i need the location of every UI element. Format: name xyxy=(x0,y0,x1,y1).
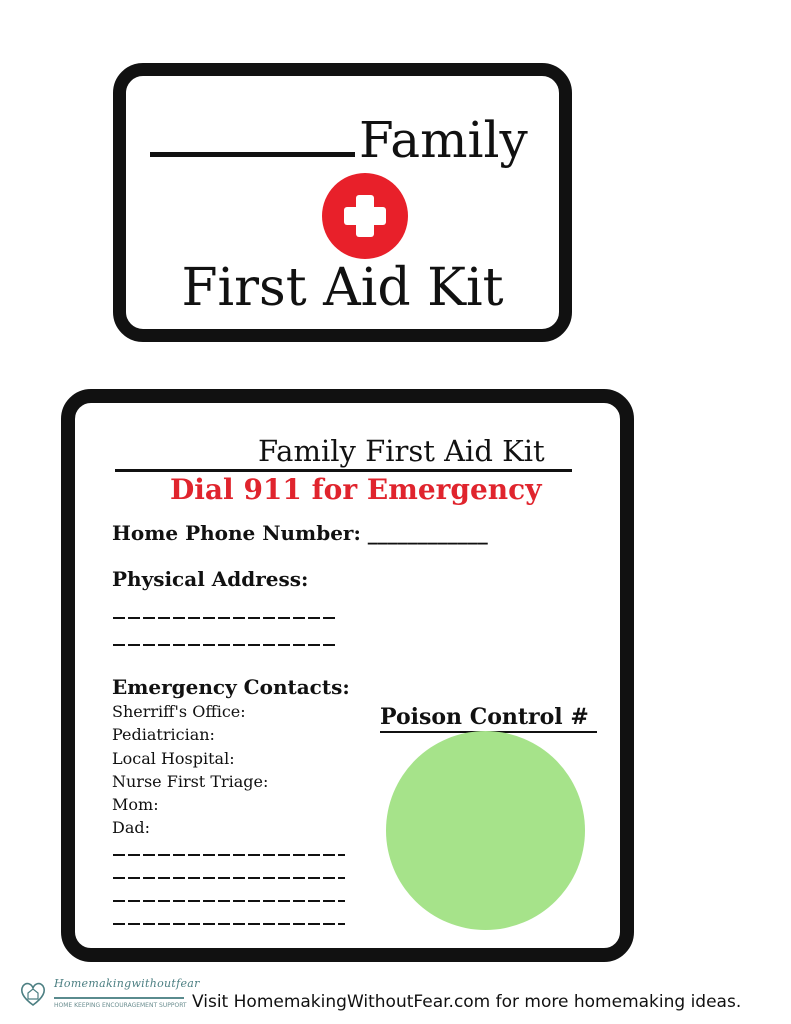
family-name-line xyxy=(150,108,528,170)
first-aid-label-card xyxy=(113,63,572,342)
dial-911-notice: Dial 911 for Emergency xyxy=(170,473,542,506)
poison-control-label: Poison Control # xyxy=(380,703,597,733)
emergency-info-card xyxy=(61,389,634,962)
kit-title: First Aid Kit xyxy=(181,258,504,318)
emergency-contacts-label: Emergency Contacts: xyxy=(112,675,350,699)
logo-text: Homemakingwithoutfear xyxy=(54,977,200,990)
physical-address-label: Physical Address: xyxy=(112,567,309,591)
contact-line-4 xyxy=(113,923,345,925)
contact-line-3 xyxy=(113,900,345,902)
family-word: Family xyxy=(359,111,528,169)
contact-pediatrician: Pediatrician: xyxy=(112,725,215,744)
footer-visit-text: Visit HomemakingWithoutFear.com for more homemaking ideas. xyxy=(192,992,742,1012)
contact-line-1 xyxy=(113,854,345,856)
address-line-2 xyxy=(113,644,338,646)
heart-logo-icon xyxy=(16,977,50,1011)
contact-mom: Mom: xyxy=(112,795,159,814)
address-line-1 xyxy=(113,617,338,619)
logo-divider xyxy=(54,997,184,999)
contact-dad: Dad: xyxy=(112,818,150,837)
contact-nurse: Nurse First Triage: xyxy=(112,772,269,791)
contact-hospital: Local Hospital: xyxy=(112,749,235,768)
family-name-blank xyxy=(150,108,355,157)
contact-sheriff: Sherriff's Office: xyxy=(112,702,246,721)
site-logo xyxy=(16,977,200,1013)
red-cross-icon xyxy=(322,173,408,259)
info-card-title: Family First Aid Kit xyxy=(115,433,572,472)
contact-line-2 xyxy=(113,877,345,879)
poison-control-circle xyxy=(386,731,585,930)
home-phone-label: Home Phone Number: ____________ xyxy=(112,521,488,545)
logo-subtext: HOME KEEPING ENCOURAGEMENT SUPPORT xyxy=(54,1002,187,1009)
